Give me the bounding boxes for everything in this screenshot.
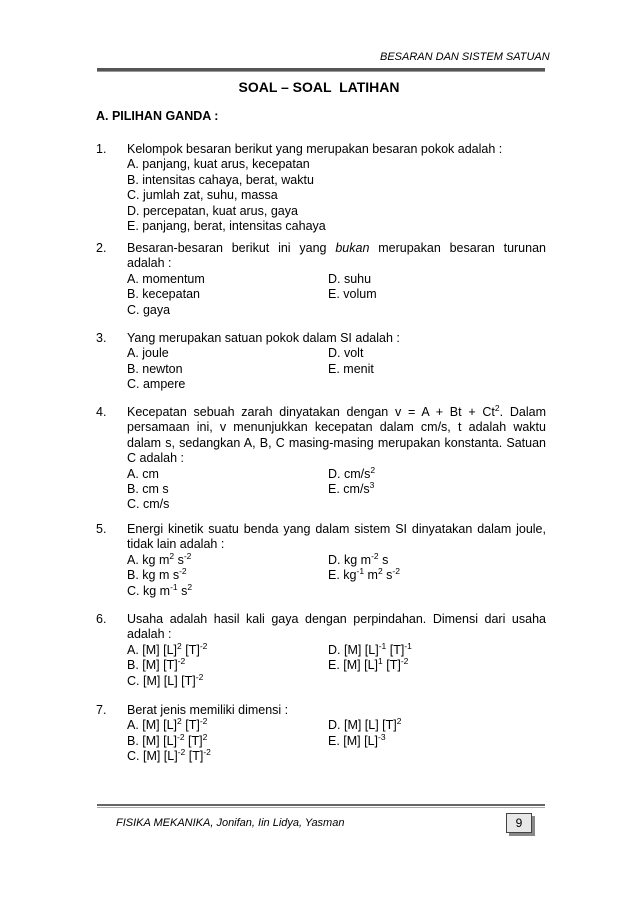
question-5 [96,522,546,599]
option-d: D. $cm/s^2$ [328,464,376,481]
option-b: B. [M] $[L]^{-2}$ $[T]^2$ [127,731,208,748]
page-number: 9 [506,813,532,833]
question-1 [96,142,546,234]
option-a: A. momentum [127,271,205,286]
question-number: 1. [96,142,107,156]
option-c: C. cm/s [127,497,170,512]
option-d: D. [M] [L] $[T]^2$ [328,716,402,733]
question-6 [96,612,546,689]
option-c: C. kg $m^{-1}$ $s^2$ [127,581,193,598]
emphasis: bukan [335,241,370,255]
question-number: 2. [96,241,107,255]
option-c: C. [M] [L] $[T]^{-2}$ [127,671,204,688]
question-number: 4. [96,405,107,419]
option-c: C. [M] $[L]^{-2}$ $[T]^{-2}$ [127,747,211,764]
option-c: C. ampere [127,377,186,392]
option-a: A. [M] $[L]^2$ $[T]^{-2}$ [127,716,208,733]
option-d: D. [M] $[L]^{-1}$ $[T]^{-1}$ [328,640,412,657]
option-c: C. jumlah zat, suhu, massa [127,188,278,203]
option-b: B. [M] $[T]^{-2}$ [127,656,186,673]
question-number: 5. [96,522,107,536]
header-rule [97,68,545,72]
question-4 [96,405,546,513]
option-a: A. cm [127,466,159,481]
footer-rule [97,804,545,806]
option-b: B. kg m $s^{-2}$ [127,566,187,583]
option-b: B. newton [127,361,183,376]
question-text: Besaran-besaran berikut ini yang bukan merupakan besaran turunan adalah : [127,241,546,271]
question-number: 7. [96,703,107,717]
question-2 [96,241,546,318]
running-header: BESARAN DAN SISTEM SATUAN [380,51,550,63]
option-a: A. joule [127,346,169,361]
option-a: A. [M] $[L]^2$ $[T]^{-2}$ [127,640,208,657]
question-text: Kelompok besaran berikut yang merupakan besaran pokok adalah : [127,142,503,156]
question-3 [96,331,546,393]
option-d: D. volt [328,346,364,361]
footer-rule-thin [97,807,545,808]
option-b: B. kecepatan [127,287,200,302]
option-e: E. volum [328,287,377,302]
option-a: A. panjang, kuat arus, kecepatan [127,157,310,172]
question-text: Yang merupakan satuan pokok dalam SI adalah : [127,331,400,345]
option-d: D. kg $m^{-2}$ s [328,550,389,567]
option-e: E. menit [328,361,374,376]
option-e: E. $cm/s^3$ [328,480,375,497]
option-e: E. [M] $[L]^{-3}$ [328,731,386,748]
option-d: D. percepatan, kuat arus, gaya [127,203,298,218]
option-c: C. gaya [127,302,171,317]
question-text: Usaha adalah hasil kali gaya dengan perpindahan. Dimensi dari usaha adalah : [127,612,546,642]
page-title: SOAL – SOAL LATIHAN [238,79,400,95]
question-text: Kecepatan sebuah zarah dinyatakan dengan $v = A + Bt + Ct^2$. Dalam persamaan ini, v menunjukkan kecepatan dalam cm/s, t adalah waktu dalam s, sedangkan A, B, C masing-masing merupakan konstanta. Satuan C adalah : [127,403,547,466]
question-number: 6. [96,612,107,626]
footer-credits: FISIKA MEKANIKA, Jonifan, Iin Lidya, Yasman [116,817,345,829]
question-text: Energi kinetik suatu benda yang dalam sistem SI dinyatakan dalam joule, tidak lain adalah : [127,522,546,552]
option-d: D. suhu [328,271,372,286]
section-heading: A. PILIHAN GANDA : [96,109,219,123]
option-a: A. kg $m^2$ $s^{-2}$ [127,550,192,567]
question-text: Berat jenis memiliki dimensi : [127,703,289,717]
question-7 [96,703,546,765]
option-e: E. panjang, berat, intensitas cahaya [127,219,326,234]
option-e: E. [M] $[L]^1$ $[T]^{-2}$ [328,656,409,673]
option-b: B. cm s [127,482,169,497]
option-b: B. intensitas cahaya, berat, waktu [127,172,314,187]
question-number: 3. [96,331,107,345]
option-e: E. $kg^{-1}$ $m^2$ $s^{-2}$ [328,566,400,583]
